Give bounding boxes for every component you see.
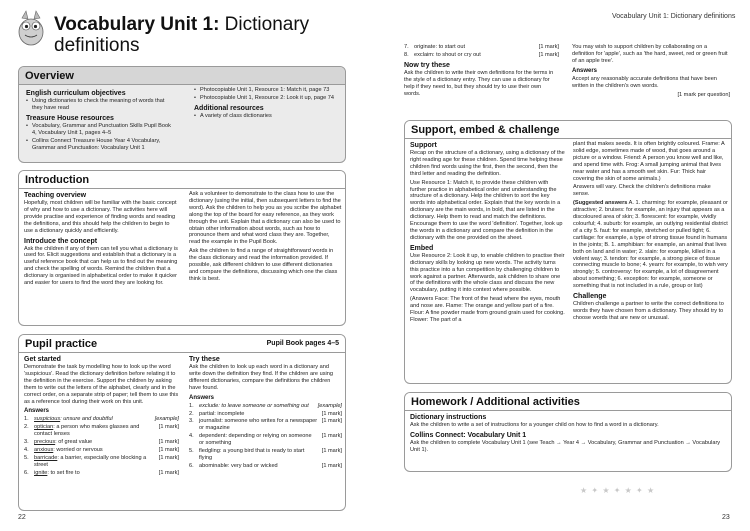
answer-mark: [1 mark] bbox=[321, 410, 342, 417]
answer-row bbox=[404, 52, 559, 59]
intro-right-text: Ask a volunteer to demonstrate to the class how to use the dictionary (using the initial, then subsequent letters to find the word). Ask the children to help you as you scribe the alphabet along the top of the board for easy reference, as they work through the unit. Explain that a dictionary can also be used to obtain other information about words, such as how to pronounce them and what word class they are. Together, read the example in the Pupil Book. bbox=[189, 191, 342, 246]
star-icon: ★ ✦ ★ ✦ ★ ✦ ★ bbox=[580, 486, 656, 495]
introduction-heading: Introduction bbox=[19, 171, 345, 189]
challenge-heading: Challenge bbox=[573, 293, 607, 301]
now-text: Ask the children to write their own definitions for the terms in the style of a dictionary entry. They can use a dictionary for help if they need to, but they should try to use their own words. bbox=[404, 69, 554, 97]
homework-heading: Homework / Additional activities bbox=[405, 393, 731, 411]
top-answers-heading: Answers bbox=[572, 67, 598, 74]
suggested-answers: (Suggested answers A. 1. charming: for example, pleasant or attractive; 2. bruises: for example, an injury that appears as a discoloured area of skin; 3. florescent: for example, vividly colourful; 4. suburb: for example, an outlying residential district of a city 5. faut: for example, stretched or pulled tight; 6. cartilage: for example, a type of strong tissue found in humans in the joints; B. 1. amphibian: for example, an animal that lives both on land and in water; 2. slain: for example, killed in a violent way; 3. tendon: for example, a strong piece of tissue connecting muscle to bone; 4. yearn: for example, to wish very strongly; 5. controversy: for example, a lot of disagreement about something; 6. exception: for example, someone or something that is not included in a rule, group or list) bbox=[573, 200, 728, 290]
support-heading: Support, embed & challenge bbox=[405, 121, 731, 139]
dict-text: Ask the children to write a set of instructions for a younger child on how to find a word in a dictionary. bbox=[410, 422, 659, 428]
answer-number: 4. bbox=[24, 447, 29, 454]
homework-box bbox=[404, 392, 732, 472]
answer-mark: [example] bbox=[317, 402, 342, 409]
top-mark: [1 mark per question] bbox=[677, 91, 730, 98]
answer-row bbox=[189, 403, 342, 410]
answer-row bbox=[24, 439, 179, 446]
collins-text: Ask the children to complete Vocabulary Unit 1 (see Teach → Year 4 → Vocabulary, Grammar and Punctuation → Vocabulary Unit 1). bbox=[410, 439, 721, 453]
answer-mark: [1 mark] bbox=[321, 462, 342, 469]
answer-mark: [1 mark] bbox=[158, 469, 179, 476]
answer-number: 7. bbox=[404, 44, 409, 50]
answer-number: 5. bbox=[24, 454, 29, 461]
now-heading: Now try these bbox=[404, 61, 450, 69]
concept-text: Ask the children if any of them can tell you what a dictionary is used for. Elicit suggestions and establish that a dictionary is a useful reference book that can help us to find out the meaning and check the spelling of words. Remind the children that a dictionary is organised in alphabetical order to make it quicker and easier for users to find the word they are looking for. bbox=[24, 245, 178, 287]
answer-row bbox=[24, 447, 179, 454]
support-right-text: plant that makes seeds. It is often brightly coloured. Frame: A solid edge, sometimes made of wood, that goes around a picture or a window. Friend: A person you know well and like, and spend time with. Frog: A small jumping animal that lives near water and has a smooth wet skin. Fur: Thick hair covering the skin of some animals.) bbox=[573, 141, 725, 182]
answer-definition: : a barrier, especially one blocking a street bbox=[34, 454, 147, 468]
pupil-pages: Pupil Book pages 4–5 bbox=[266, 340, 339, 347]
treasure-heading: Treasure House resources bbox=[26, 114, 114, 122]
support-text-2: Use Resource 1: Match it, to provide these children with further practice in alphabetical order and understanding the structure of a dictionary. Help the children to sort the key words into alphabetical order. Explain that the key words in a dictionary are the main words, in bold, that are listed in the dictionary. Help them to read and match the definitions. Encourage them to use the word 'definition'. Together, look up the words in a dictionary and compare the definition in the dictionary with the one provided on the sheet. bbox=[410, 179, 563, 241]
photocopiable-item: • Photocopiable Unit 1, Resource 1: Match it, page 73 bbox=[194, 87, 342, 94]
intro-right-text-2: Ask the children to find a range of straightforward words in the class dictionary and read the information provided. If possible, ask different children to use different dictionaries and compare the definitions, discussing which one the class think is best. bbox=[189, 248, 338, 282]
embed-text-2: (Answers Face: The front of the head where the eyes, mouth and nose are. Flame: The orange and yellow part of a fire. Flour: A fine powder made from ground grain used for cooking. Flower: The part of a bbox=[410, 296, 565, 323]
answer-word: barricade bbox=[34, 454, 58, 461]
started-heading: Get started bbox=[24, 356, 61, 363]
top-answers-text: Accept any reasonably accurate definitions that have been written in the children's own words. bbox=[572, 75, 717, 89]
teaching-text: Hopefully, most children will be familiar with the basic concept of why and how to use a dictionary. The activities here will provide practise and experience of finding words and reading the definitions, and this should help the children to begin to use a dictionary quickly and efficiently. bbox=[24, 200, 177, 234]
answer-number: 6. bbox=[24, 469, 29, 476]
answer-definition: exclaim: to shout or cry out bbox=[414, 51, 481, 58]
treasure-item: • Collins Connect Treasure House Year 4 Vocabulary, Grammar and Punctuation: Vocabulary Unit 1 bbox=[26, 138, 176, 152]
answer-number: 6. bbox=[189, 462, 194, 469]
dict-heading: Dictionary instructions bbox=[410, 414, 487, 421]
answer-definition: : worried or nervous bbox=[53, 447, 103, 454]
additional-heading: Additional resources bbox=[194, 104, 264, 112]
running-head: Vocabulary Unit 1: Dictionary definitions bbox=[612, 13, 736, 20]
answer-row bbox=[24, 416, 179, 423]
answer-mark: [1 mark] bbox=[321, 448, 342, 455]
answer-row bbox=[24, 424, 179, 438]
answer-row bbox=[404, 44, 559, 51]
answer-row bbox=[189, 463, 342, 470]
answer-word: precious bbox=[34, 439, 56, 446]
answer-row bbox=[189, 448, 342, 462]
page-number-left: 22 bbox=[18, 514, 26, 521]
answer-number: 3. bbox=[189, 418, 194, 425]
answer-definition: dependent: depending or relying on someone or something bbox=[199, 433, 312, 447]
embed-heading: Embed bbox=[410, 244, 434, 252]
pupil-practice-box bbox=[18, 334, 346, 511]
answer-definition: : a person who makes glasses and contact lenses bbox=[34, 424, 140, 438]
answer-number: 2. bbox=[24, 424, 29, 431]
try-text: Ask the children to look up each word in a dictionary and write down the definition they find. If the children are using different dictionaries, compare the definitions the children have found. bbox=[189, 364, 333, 391]
answer-number: 8. bbox=[404, 51, 409, 58]
support-sub-heading: Support bbox=[410, 142, 437, 149]
answer-definition: originate: to start out bbox=[414, 44, 465, 50]
concept-heading: Introduce the concept bbox=[24, 237, 98, 245]
page-number-right: 23 bbox=[722, 514, 730, 521]
additional-item: • A variety of class dictionaries bbox=[194, 113, 342, 120]
support-box bbox=[404, 120, 732, 384]
answer-mark: [example] bbox=[154, 416, 179, 423]
top-right-text: You may wish to support children by collaborating on a definition for 'apple', such as 'the hard, sweet, red or green fruit of an apple tree'. bbox=[572, 44, 728, 64]
answer-word: anxious bbox=[34, 447, 54, 454]
answer-definition: : of great value bbox=[55, 439, 93, 446]
photocopiable-item: • Photocopiable Unit 1, Resource 2: Look it up, page 74 bbox=[194, 95, 342, 102]
overview-heading: Overview bbox=[19, 67, 345, 85]
answer-definition: exclude: to leave someone or something out bbox=[199, 402, 309, 409]
treasure-item: • Vocabulary, Grammar and Punctuation Skills Pupil Book 4, Vocabulary Unit 1, pages 4–5 bbox=[26, 123, 176, 137]
answer-word: suspicious bbox=[34, 416, 61, 423]
try-heading: Try these bbox=[189, 356, 220, 363]
answer-number: 5. bbox=[189, 448, 194, 455]
answer-definition: : unsure and doubtful bbox=[60, 416, 113, 423]
answer-number: 1. bbox=[24, 416, 29, 423]
page-title: Vocabulary Unit 1: Dictionary definitions bbox=[54, 14, 310, 56]
mascot-icon bbox=[14, 8, 48, 48]
answer-row bbox=[24, 470, 179, 477]
answer-mark: [1 mark] bbox=[158, 454, 179, 461]
started-text: Demonstrate the task by modelling how to look up the word 'suspicious'. Read the dictionary definition before relating it to the definition in the exercise. Support the children by asking them to write out the letters of the alphabet, clearly and in the correct order, on a separate strip of paper; tell them to use this as a reference tool during their work on this unit. bbox=[24, 364, 179, 405]
answer-number: 3. bbox=[24, 439, 29, 446]
answer-number: 4. bbox=[189, 433, 194, 440]
embed-text: Use Resource 2: Look it up, to enable children to practise their dictionary skills by looking up new words. The activity turns this practice into a fun competition by challenging children to work against a partner. Afterwards, ask children to share one of the definitions with the whole class and discuss the new vocabulary, putting it into context where possible. bbox=[410, 252, 565, 294]
answer-mark: [1 mark] bbox=[158, 424, 179, 431]
answer-mark: [1 mark] bbox=[158, 439, 179, 446]
answer-mark: [1 mark] bbox=[321, 433, 342, 440]
answer-row bbox=[189, 411, 342, 418]
answer-row bbox=[189, 418, 342, 432]
introduction-box bbox=[18, 170, 346, 326]
pupil-heading: Pupil practice bbox=[25, 337, 98, 350]
answer-number: 1. bbox=[189, 402, 194, 409]
overview-box bbox=[18, 66, 346, 163]
answer-mark: [1 mark] bbox=[538, 51, 559, 58]
answer-mark: [1 mark] bbox=[321, 418, 342, 425]
answer-word: optician bbox=[34, 424, 54, 431]
answer-word: ignite bbox=[34, 469, 48, 476]
collins-heading: Collins Connect: Vocabulary Unit 1 bbox=[410, 431, 527, 439]
curriculum-heading: English curriculum objectives bbox=[26, 90, 126, 97]
answer-definition: partial: incomplete bbox=[199, 410, 245, 417]
teaching-heading: Teaching overview bbox=[24, 192, 87, 199]
answer-number: 2. bbox=[189, 410, 194, 417]
answer-definition: abominable: very bad or wicked bbox=[199, 462, 278, 469]
challenge-text: Children challenge a partner to write the correct definitions to words they have chosen from a dictionary. They should try to choose words that are new or unusual. bbox=[573, 301, 724, 321]
answers2-heading: Answers bbox=[189, 394, 215, 401]
answer-definition: journalist: someone who writes for a newspaper or magazine bbox=[199, 418, 318, 432]
answer-mark: [1 mark] bbox=[538, 44, 559, 50]
answers-heading: Answers bbox=[24, 408, 50, 415]
answer-mark: [1 mark] bbox=[158, 447, 179, 454]
answer-definition: : to set fire to bbox=[47, 469, 80, 476]
support-text: Recap on the structure of a dictionary, using a dictionary of the right reading age for these children. Spend time helping these children find words using the first, then the second, then the third letter and reading the definition. bbox=[410, 150, 565, 177]
answer-row bbox=[189, 433, 342, 447]
answer-row bbox=[24, 455, 179, 469]
curriculum-item: • Using dictionaries to check the meaning of words that they have read bbox=[26, 98, 176, 112]
answer-definition: fledgling: a young bird that is ready to start flying bbox=[199, 448, 305, 461]
support-right-text-2: Answers will vary. Check the children's definitions make sense. bbox=[573, 184, 711, 198]
